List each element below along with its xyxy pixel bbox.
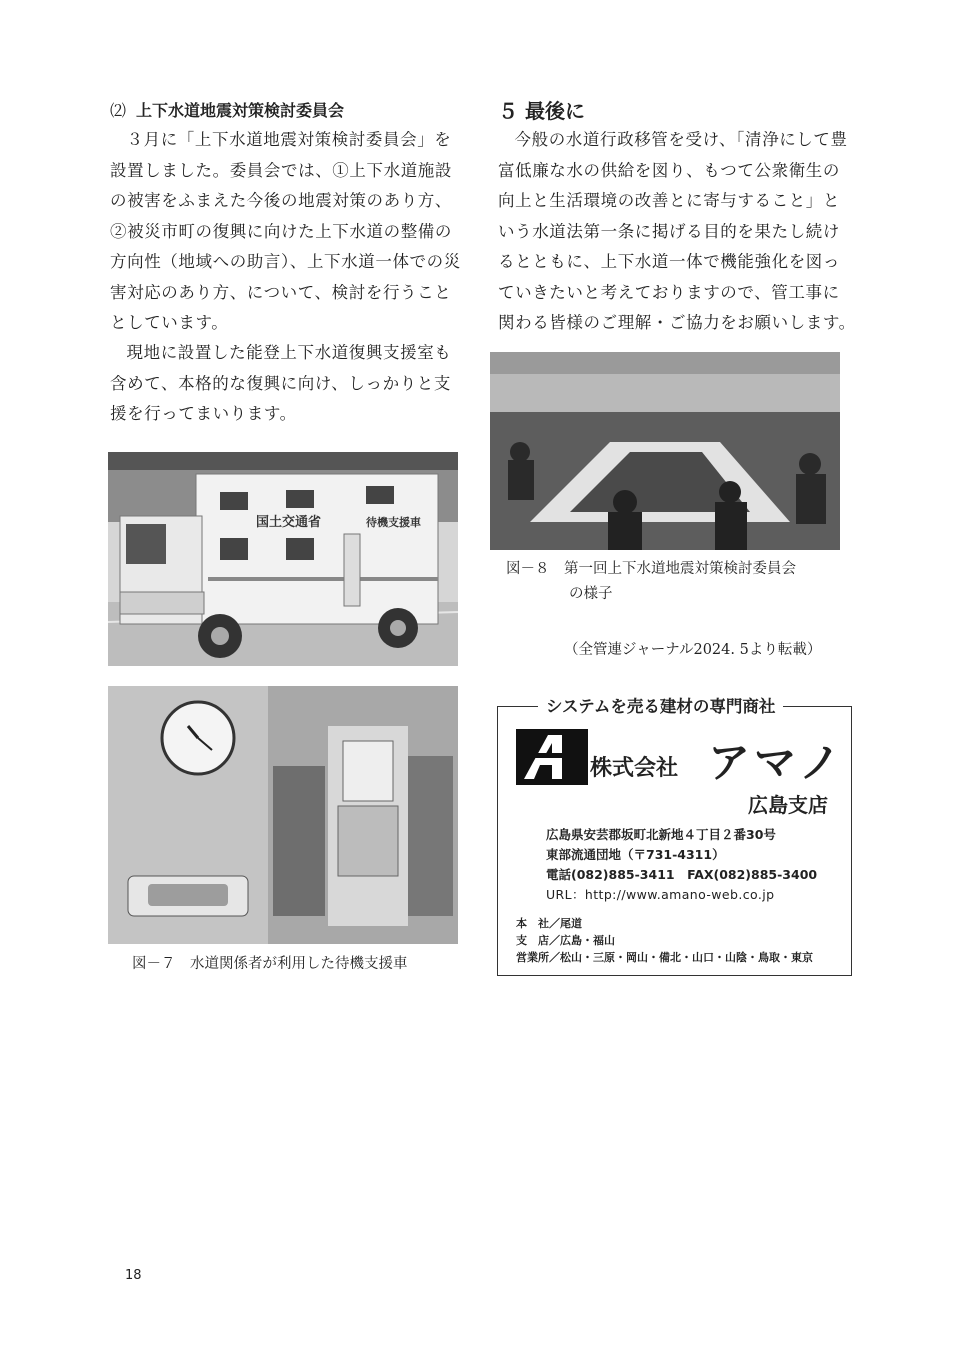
section-heading-5: ５ 最後に bbox=[498, 99, 585, 123]
ad-contact-block bbox=[546, 825, 817, 905]
left-paragraph-1: ３月に「上下水道地震対策検討委員会」を設置しました。委員会では、①上下水道施設の被害をふまえた今後の地震対策のあり方、②被災市町の復興に向けた上下水道の整備の方向性（地域への助言）、上下水道一体での災害対応のあり方、について、検討を行うこととしています。 bbox=[110, 130, 461, 332]
ad-phone: 電話(082)885-3411 FAX(082)885-3400 bbox=[546, 867, 818, 882]
truck-interior-photo bbox=[108, 686, 458, 944]
source-citation: （全管連ジャーナル2024. 5より転載） bbox=[564, 642, 822, 658]
amano-logo-icon bbox=[516, 729, 588, 785]
figure-8-caption-line2: の様子 bbox=[569, 586, 613, 602]
ad-head-office: 本 社／尾道 bbox=[516, 917, 582, 930]
left-paragraph-2: 現地に設置した能登上下水道復興支援室も含めて、本格的な復興に向け、しっかりと支援を行ってまいります。 bbox=[110, 343, 452, 423]
figure-7-caption: 図－７ 水道関係者が利用した待機支援車 bbox=[132, 956, 408, 972]
truck-ministry-label: 国土交通省 bbox=[256, 515, 322, 530]
ad-address: 広島県安芸郡坂町北新地４丁目２番30号 bbox=[546, 827, 776, 842]
ad-sales-offices: 営業所／松山・三原・岡山・備北・山口・山陰・鳥取・東京 bbox=[516, 951, 813, 964]
ad-branches: 支 店／広島・福山 bbox=[516, 934, 615, 947]
ad-offices-block bbox=[516, 915, 813, 966]
section-title: 上下水道地震対策検討委員会 bbox=[136, 101, 345, 120]
ad-company-type: 株式会社 bbox=[590, 756, 679, 781]
ad-estate: 東部流通団地（〒731-4311） bbox=[546, 847, 725, 862]
section-heading-2 bbox=[110, 98, 344, 121]
figure-8-caption bbox=[506, 557, 796, 603]
truck-vehicle-label: 待機支援車 bbox=[366, 516, 421, 529]
ad-tagline: システムを売る建材の専門商社 bbox=[538, 693, 783, 717]
page-number: 18 bbox=[125, 1268, 142, 1283]
truck-photo bbox=[108, 452, 458, 666]
ad-branch-name: 広島支店 bbox=[748, 793, 828, 817]
right-paragraph-1: 今般の水道行政移管を受け、「清浄にして豊富低廉な水の供給を図り、もつて公衆衛生の向上と生活環境の改善とに寄与すること」という水道法第一条に掲げる目的を果たし続けるとともに、上下水道一体で機能強化を図っていきたいと考えておりますので、管工事に関わる皆様のご理解・ご協力をお願いします。 bbox=[498, 130, 856, 332]
figure-8-caption-line1: 図－８ 第一回上下水道地震対策検討委員会 bbox=[506, 561, 796, 577]
section-number: ⑵ bbox=[110, 101, 127, 120]
meeting-photo bbox=[490, 352, 840, 550]
ad-url: URL：http://www.amano-web.co.jp bbox=[546, 887, 775, 902]
ad-brand-name: アマノ bbox=[708, 738, 845, 787]
advertisement-box bbox=[497, 697, 852, 976]
